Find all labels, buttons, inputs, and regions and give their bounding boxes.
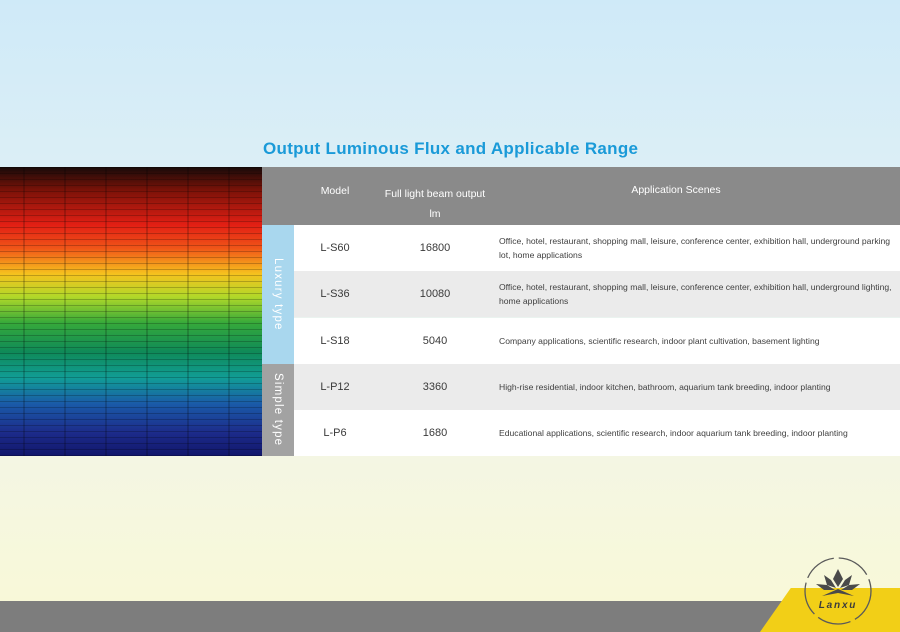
table-header [262,167,900,225]
scenes-cell: Company applications, scientific research, indoor plant cultivation, basement lighting [499,336,820,346]
model-cell: L-S36 [320,288,350,300]
page-title: Output Luminous Flux and Applicable Range [263,139,639,158]
scenes-cell: High-rise residential, indoor kitchen, bathroom, aquarium tank breeding, indoor planting [499,382,831,392]
table-row [294,318,900,364]
flux-cell: 5040 [422,335,448,347]
group-luxury-type [262,225,294,364]
flux-cell: 16800 [419,242,451,254]
group-label: Luxury type [272,258,284,331]
model-cell: L-P12 [320,381,350,393]
brand-logo [802,555,874,627]
scenes-cell: Office, hotel, restaurant, shopping mall, leisure, conference center, exhibition hall, underground lighting, home applications [499,282,892,306]
table-row [294,410,900,456]
flux-cell: 1680 [422,427,448,439]
scenes-cell: Office, hotel, restaurant, shopping mall, leisure, conference center, exhibition hall, underground parking lot, home applications [499,236,891,260]
scenes-cell: Educational applications, scientific research, indoor aquarium tank breeding, indoor planting [499,428,848,438]
lotus-logo-icon [802,555,874,627]
table-row [294,364,900,410]
light-spectrum-image [0,167,262,456]
model-cell: L-S18 [320,335,350,347]
table-row [294,225,900,271]
header-model: Model [320,185,350,197]
group-label: Simple type [272,373,284,447]
group-simple-type [262,364,294,456]
flux-cell: 10080 [419,288,451,300]
table-row [294,271,900,317]
logo-text: Lanxu [818,600,858,611]
header-scenes: Application Scenes [631,184,721,196]
header-flux-unit: lm [429,208,441,220]
model-cell: L-P6 [323,427,347,439]
luminous-flux-table [262,167,900,456]
model-cell: L-S60 [320,242,350,254]
header-flux [370,184,500,224]
header-flux-label: Full light beam output [384,188,486,200]
flux-cell: 3360 [422,381,448,393]
